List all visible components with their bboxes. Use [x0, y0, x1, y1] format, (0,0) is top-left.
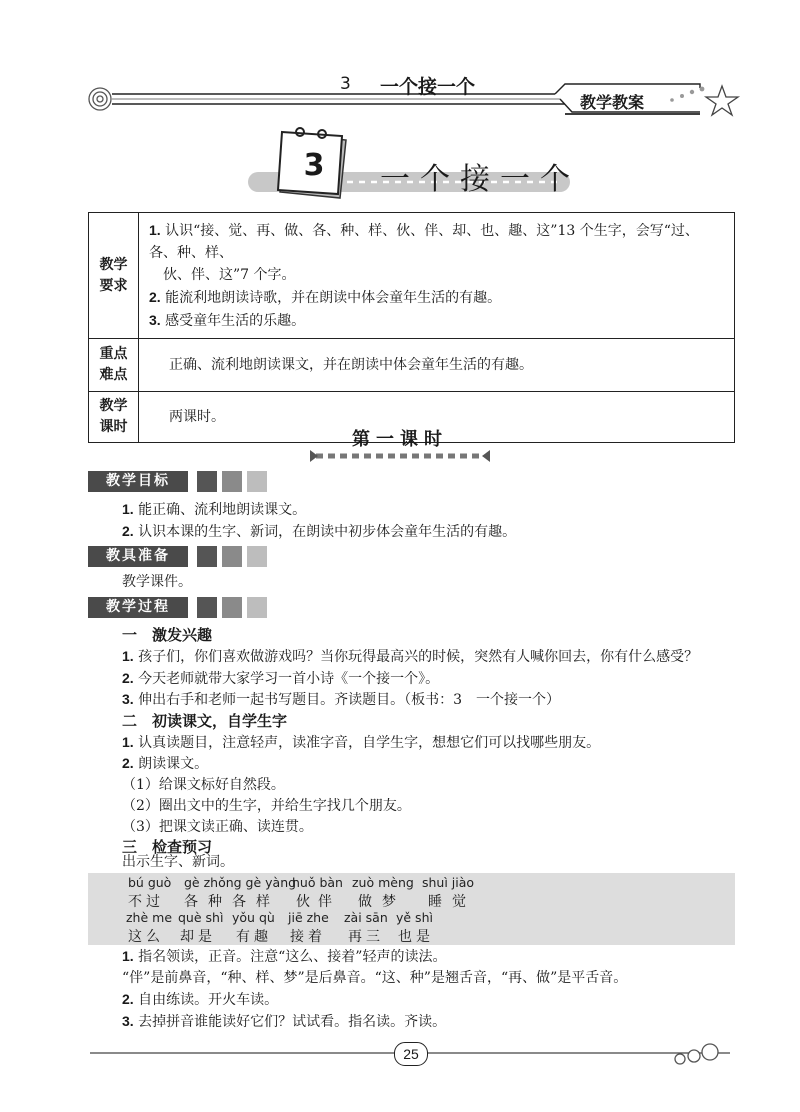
goal-item: 1. 认识“接、觉、再、做、各、种、样、伙、伴、却、也、趣、这”13 个生字，会写“过、各、种、样、: [149, 222, 699, 261]
goals-row: [89, 213, 735, 339]
goal-item: 3. 感受童年生活的乐趣。: [149, 312, 306, 329]
tag-square: [247, 597, 267, 618]
process-item: 3. 伸出右手和老师一起书写题目。齐读题目。（板书：3 一个接一个）: [122, 691, 561, 708]
header-book-label: 教学教案: [580, 93, 645, 112]
period-underline: [310, 448, 490, 466]
key-content: 正确、流利地朗读课文，并在朗读中体会童年生活的有趣。: [139, 339, 735, 392]
pinyin: yě shì: [396, 910, 433, 925]
goals-label: 教学 要求: [89, 213, 139, 339]
process-subitem: （2）圈出文中的生字，并给生字找几个朋友。: [122, 798, 411, 814]
section-heading: 三 检查预习: [122, 838, 213, 856]
goal-item: 2. 能流利地朗读诗歌，并在朗读中体会童年生活的有趣。: [149, 289, 502, 306]
process-subitem: （1）给课文标好自然段。: [122, 777, 285, 793]
tag-square: [197, 597, 217, 618]
swirl-icon: [89, 88, 111, 110]
goal-item: 伙、伴、这”7 个字。: [163, 267, 296, 283]
tag-square: [247, 546, 267, 567]
word: 做梦: [358, 894, 406, 910]
header-lesson-number: 3: [340, 74, 351, 94]
word: 再三: [348, 929, 384, 945]
header-lesson-title: 一个接一个: [380, 76, 476, 98]
bubbles-icon: [675, 1044, 718, 1064]
tag-square: [222, 546, 242, 567]
pinyin: zuò mèng: [352, 875, 414, 890]
process-item: 1. 认真读题目，注意轻声，读准字音，自学生字，想想它们可以找哪些朋友。: [122, 734, 601, 751]
process-item: 1. 指名领读，正音。注意“这么、接着”轻声的读法。: [122, 948, 447, 965]
pinyin: jiē zhe: [288, 910, 329, 925]
word: 接着: [290, 929, 326, 945]
pinyin: zài sān: [344, 910, 388, 925]
section-intro: 出示生字、新词。: [122, 854, 234, 870]
pinyin: bú guò: [128, 875, 172, 890]
word: 不过: [128, 894, 164, 910]
lesson-number: 3: [303, 148, 325, 183]
process-tag: 教学过程: [88, 597, 188, 618]
pinyin: gè zhǒng gè yàng: [184, 875, 297, 890]
process-item: 2. 今天老师就带大家学习一首小诗《一个接一个》。: [122, 670, 440, 687]
materials-tag: 教具准备: [88, 546, 188, 567]
tag-square: [197, 546, 217, 567]
materials-text: 教学课件。: [122, 574, 192, 590]
word: 却是: [180, 929, 216, 945]
pinyin: huǒ bàn: [292, 875, 343, 890]
tag-square: [247, 471, 267, 492]
word: 伙伴: [296, 894, 340, 910]
pinyin: shuì jiào: [422, 875, 475, 890]
star-icon: [670, 86, 738, 115]
word: 各种各样: [184, 894, 280, 910]
section-heading: 二 初读课文，自学生字: [122, 712, 288, 730]
tag-square: [222, 597, 242, 618]
hours-label: 教学 课时: [89, 392, 139, 443]
key-label: 重点 难点: [89, 339, 139, 392]
process-item: 3. 去掉拼音谁能读好它们？试试看。指名读。齐读。: [122, 1013, 447, 1030]
process-subitem: （3）把课文读正确、读连贯。: [122, 819, 313, 835]
process-item: 2. 自由练读。开火车读。: [122, 991, 279, 1008]
pinyin: yǒu qù: [232, 910, 275, 925]
pinyin: zhè me: [126, 910, 173, 925]
process-item: “伴”是前鼻音，“种、样、梦”是后鼻音。“这、种”是翘舌音，“再、做”是平舌音。: [122, 970, 628, 986]
vocabulary-band: [88, 873, 735, 945]
pinyin: què shì: [178, 910, 224, 925]
page-number: 25: [394, 1042, 428, 1066]
objectives-tag: 教学目标: [88, 471, 188, 492]
word: 睡觉: [428, 894, 476, 910]
process-item: 1. 孩子们，你们喜欢做游戏吗？当你玩得最高兴的时候，突然有人喊你回去，你有什么感受？: [122, 648, 699, 665]
tag-square: [197, 471, 217, 492]
hours-content: 两课时。: [139, 392, 735, 443]
section-heading: 一 激发兴趣: [122, 626, 213, 644]
period-title: 第一课时: [352, 429, 448, 450]
word: 也是: [398, 929, 434, 945]
process-item: 2. 朗读课文。: [122, 755, 209, 772]
lesson-info-table: [88, 212, 735, 443]
key-row: [89, 339, 735, 392]
word: 有趣: [236, 929, 272, 945]
objective-item: 2. 认识本课的生字、新词，在朗读中初步体会童年生活的有趣。: [122, 523, 517, 540]
goals-content: [139, 213, 735, 339]
header-decoration: [0, 0, 800, 130]
lesson-title: 一个接一个: [380, 162, 580, 197]
tag-square: [222, 471, 242, 492]
word: 这么: [128, 929, 164, 945]
objective-item: 1. 能正确、流利地朗读课文。: [122, 501, 307, 518]
